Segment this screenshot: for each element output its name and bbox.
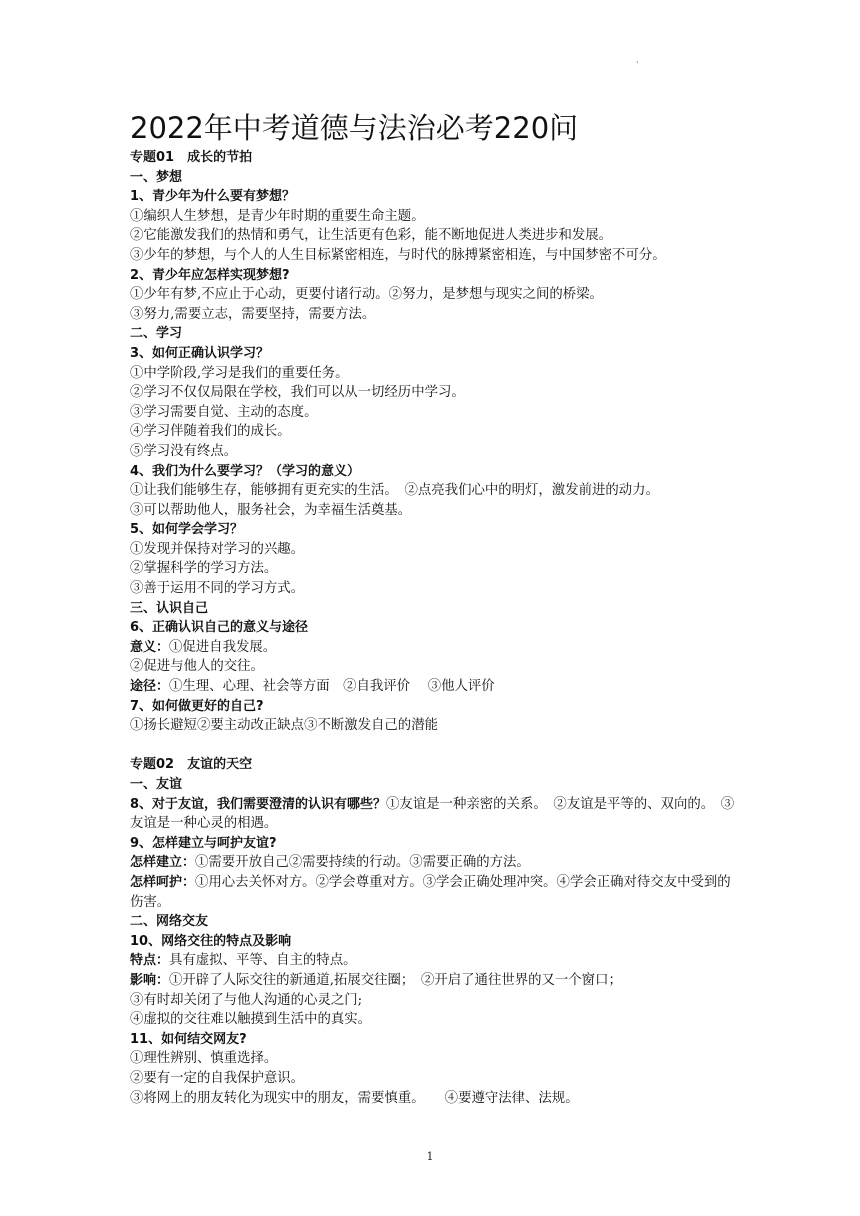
question: 8、对于友谊，我们需要澄清的认识有哪些？: [130, 796, 387, 812]
answer-text: ①友谊是一种亲密的关系。 ②友谊是平等的、双向的。 ③友谊是一种心灵的相遇。: [130, 796, 735, 832]
question-with-answer: [130, 795, 735, 834]
answer: ③善于运用不同的学习方式。: [130, 581, 305, 597]
section-heading: 一、友谊: [130, 777, 183, 792]
answer: ①扬长避短②要主动改正缺点③不断激发自己的潜能: [130, 718, 438, 734]
answer-label: 途径：: [130, 679, 170, 695]
answer: ①发现并保持对学习的兴趣。: [130, 541, 305, 557]
answer-text: 具有虚拟、平等、自主的特点。: [169, 953, 357, 969]
answer: ④虚拟的交往难以触摸到生活中的真实。: [130, 1012, 372, 1028]
question: 6、正确认识自己的意义与途径: [130, 620, 309, 636]
answer: [130, 971, 735, 991]
answer-label: 意义：: [130, 639, 170, 655]
answer-text: ①促进自我发展。: [169, 639, 277, 655]
answer: ①让我们能够生存，能够拥有更充实的生活。 ②点亮我们心中的明灯，激发前进的动力。: [130, 483, 659, 499]
answer-label: 影响：: [130, 972, 170, 988]
section-heading: 三、认识自己: [130, 600, 209, 616]
answer: [130, 853, 735, 873]
answer-label: 特点：: [130, 953, 170, 969]
answer: [130, 677, 735, 697]
document-title: 2022年中考道德与法治必考220问: [130, 111, 579, 145]
answer-text: ①用心去关怀对方。②学会尊重对方。③学会正确处理冲突。④学会正确对待交友中受到的伤害。: [130, 874, 731, 910]
answer: [130, 873, 735, 912]
answer: ④学习伴随着我们的成长。: [130, 424, 291, 440]
answer: ②学习不仅仅局限在学校，我们可以从一切经历中学习。: [130, 385, 465, 401]
answer: ①编织人生梦想，是青少年时期的重要生命主题。: [130, 208, 425, 224]
question: 10、网络交往的特点及影响: [130, 933, 292, 949]
blank-line: [130, 736, 735, 756]
answer: ③少年的梦想，与个人的人生目标紧密相连，与时代的脉搏紧密相连，与中国梦密不可分。: [130, 247, 666, 263]
answer: [130, 638, 735, 658]
answer: ⑤学习没有终点。: [130, 443, 238, 459]
question: 5、如何学会学习？: [130, 522, 244, 538]
question: 9、怎样建立与呵护友谊?: [130, 835, 277, 851]
answer-text: ①需要开放自己②需要持续的行动。③需要正确的方法。: [195, 855, 530, 871]
answer: ②掌握科学的学习方法。: [130, 561, 278, 577]
answer: ③可以帮助他人，服务社会，为幸福生活奠基。: [130, 502, 412, 518]
section-heading: 一、梦想: [130, 169, 183, 185]
answer: ③将网上的朋友转化为现实中的朋友，需要慎重。 ④要遵守法律、法规。: [130, 1090, 579, 1106]
answer: ②要有一定的自我保护意识。: [130, 1070, 305, 1086]
answer: [130, 951, 735, 971]
question: 7、如何做更好的自己?: [130, 698, 264, 714]
answer-text: ①生理、心理、社会等方面 ②自我评价 ③他人评价: [169, 679, 495, 695]
corner-mark: ·: [636, 58, 639, 68]
question: 1、青少年为什么要有梦想？: [130, 189, 296, 205]
answer: ③学习需要自觉、主动的态度。: [130, 404, 318, 420]
question: 11、如何结交网友?: [130, 1031, 247, 1047]
section-heading: 二、网络交友: [130, 914, 209, 930]
answer: ②促进与他人的交往。: [130, 659, 264, 675]
topic-heading: 专题02 友谊的天空: [130, 757, 253, 773]
answer-label: 怎样呵护：: [130, 874, 196, 890]
answer: ①理性辨别、慎重选择。: [130, 1051, 278, 1067]
document-body: [130, 108, 735, 1108]
page-number: 1: [426, 1150, 434, 1163]
answer: ①少年有梦,不应止于心动，更要付诸行动。②努力，是梦想与现实之间的桥梁。: [130, 287, 603, 303]
answer: ③有时却关闭了与他人沟通的心灵之门;: [130, 992, 363, 1008]
answer: ③努力,需要立志，需要坚持，需要方法。: [130, 306, 376, 322]
question: 3、如何正确认识学习？: [130, 345, 270, 361]
section-heading: 二、学习: [130, 326, 183, 342]
answer-label: 怎样建立：: [130, 855, 196, 871]
answer-text: ①开辟了人际交往的新通道,拓展交往圈； ②开启了通往世界的又一个窗口；: [169, 972, 622, 988]
question: 2、青少年应怎样实现梦想?: [130, 267, 290, 283]
answer: ①中学阶段,学习是我们的重要任务。: [130, 365, 349, 381]
answer: ②它能激发我们的热情和勇气，让生活更有色彩，能不断地促进人类进步和发展。: [130, 228, 613, 244]
question: 4、我们为什么要学习？（学习的意义）: [130, 463, 361, 479]
topic-heading: 专题01 成长的节拍: [130, 150, 253, 165]
